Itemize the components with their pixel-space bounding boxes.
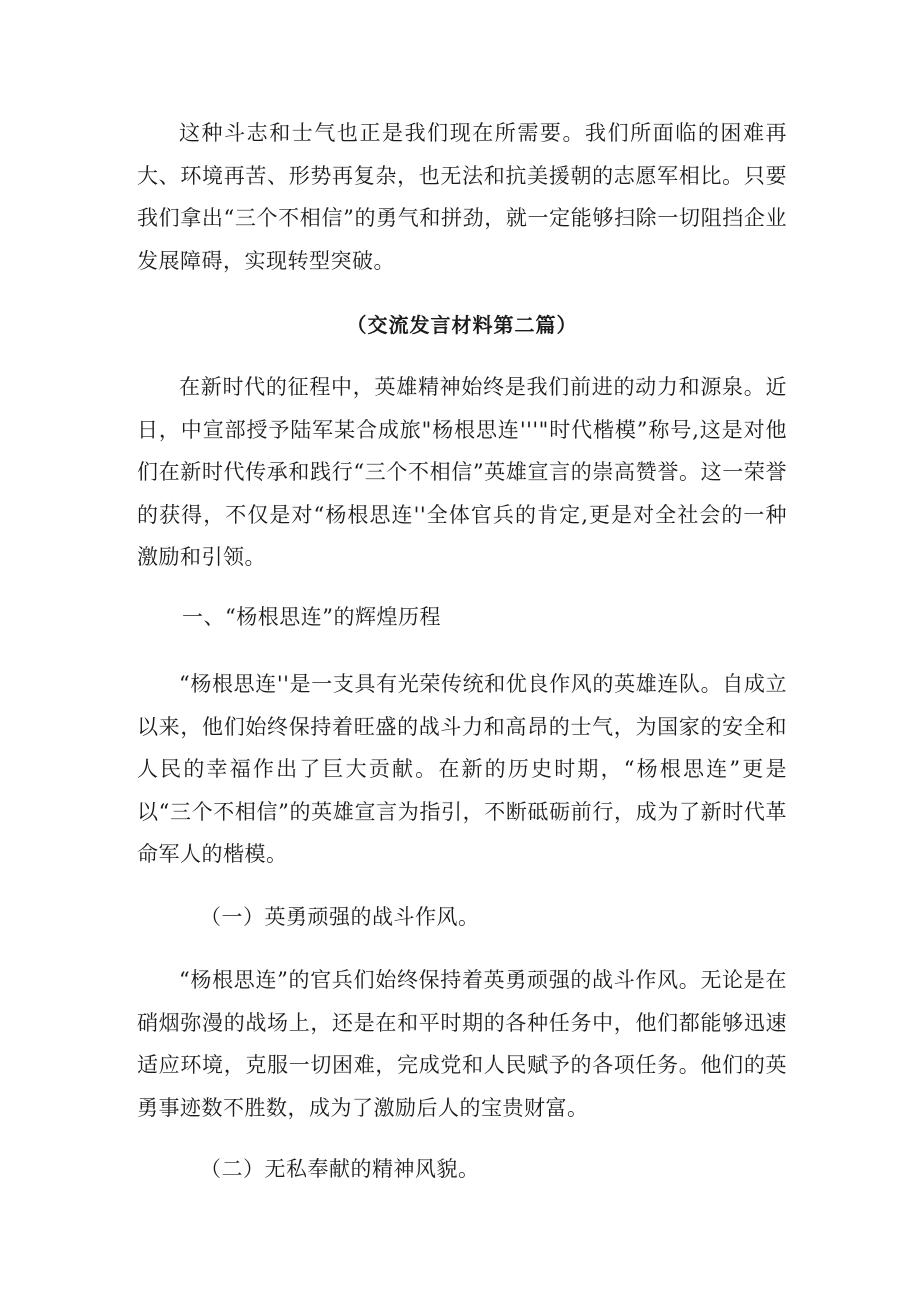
paragraph-intro: 在新时代的征程中，英雄精神始终是我们前进的动力和源泉。近日，中宣部授予陆军某合成旅"杨根思连'''"时代楷模”称号,这是对他们在新时代传承和践行“三个不相信”英雄宣言的崇高赞誉。这一荣誉的获得，不仅是对“杨根思连''全体官兵的肯定,更是对全社会的一种激励和引领。: [137, 375, 787, 569]
paragraph-history: “杨根思连''是一支具有光荣传统和优良作风的英雄连队。自成立以来，他们始终保持着旺盛的战斗力和高昂的士气，为国家的安全和人民的幸福作出了巨大贡献。在新的历史时期，“杨根思连”更是以“三个不相信”的英雄宣言为指引，不断砥砺前行，成为了新时代革命军人的楷模。: [137, 672, 787, 866]
subheading-dedication: （二）无私奉献的精神风貌。: [200, 1157, 480, 1181]
heading-history: 一、“杨根思连”的辉煌历程: [182, 605, 441, 629]
paragraph-fighting-spirit: 这种斗志和士气也正是我们现在所需要。我们所面临的困难再大、环境再苦、形势再复杂，也无法和抗美援朝的志愿军相比。只要我们拿出“三个不相信”的勇气和拼劲，就一定能够扫除一切阻挡企业发展障碍，实现转型突破。: [137, 121, 787, 273]
subheading-combat-style: （一）英勇顽强的战斗作风。: [200, 905, 480, 929]
paragraph-combat-style: “杨根思连”的官兵们始终保持着英勇顽强的战斗作风。无论是在硝烟弥漫的战场上，还是在和平时期的各种任务中，他们都能够迅速适应环境，克服一切困难，完成党和人民赋予的各项任务。他们的英勇事迹数不胜数，成为了激励后人的宝贵财富。: [137, 968, 787, 1120]
section-title: （交流发言材料第二篇）: [346, 313, 578, 337]
